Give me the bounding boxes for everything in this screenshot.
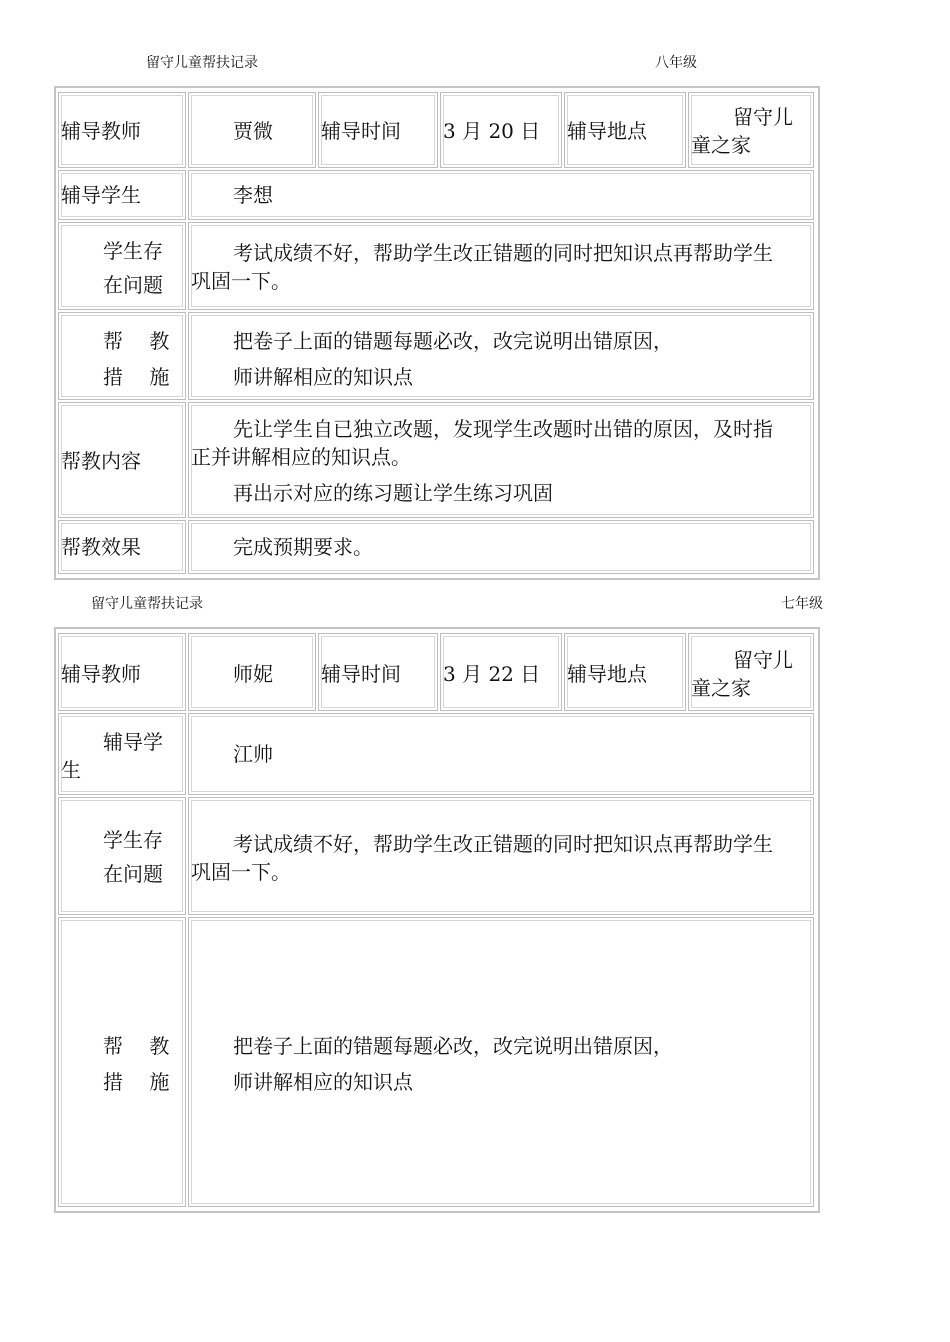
r2-measure-line2: 师讲解相应的知识点	[233, 1070, 413, 1094]
r1-place-line1: 留守儿	[733, 105, 793, 129]
r2-teacher-label-cell	[58, 633, 186, 711]
r2-measure-label-cell	[58, 917, 186, 1207]
r1-problem-label-cell	[58, 222, 186, 310]
r2-date-cell	[440, 633, 562, 711]
r1-teacher: 贾微	[233, 119, 273, 143]
record1-title: 留守儿童帮扶记录	[146, 55, 258, 71]
r1-content-cell	[188, 402, 814, 518]
r2-measure-cell	[188, 917, 814, 1207]
r1-measure-label-1: 帮 教	[103, 329, 170, 353]
r1-content-label-cell	[58, 402, 186, 518]
r2-student-label-2: 生	[61, 758, 81, 782]
record1-table	[54, 86, 820, 580]
r1-student-cell	[188, 170, 814, 220]
r1-effect: 完成预期要求。	[233, 535, 373, 559]
record2-table	[54, 627, 820, 1213]
r2-problem-label-cell	[58, 797, 186, 915]
r1-content-label: 帮教内容	[61, 449, 141, 473]
r1-teacher-label-cell	[58, 92, 186, 168]
r2-student-label-1: 辅导学	[103, 730, 163, 754]
r1-student-label: 辅导学生	[61, 183, 141, 207]
r1-date-cell	[440, 92, 562, 168]
r1-measure-label-cell	[58, 312, 186, 400]
r2-problem-cell	[188, 797, 814, 915]
r1-problem-line2: 巩固一下。	[191, 269, 291, 293]
r2-place-line1: 留守儿	[733, 648, 793, 672]
record1-grade: 八年级	[655, 55, 697, 71]
r1-content-line2: 正并讲解相应的知识点。	[191, 445, 411, 469]
r2-time-label-cell	[318, 633, 438, 711]
r2-problem-line2: 巩固一下。	[191, 860, 291, 884]
r2-teacher: 师妮	[233, 662, 273, 686]
r1-student-label-cell	[58, 170, 186, 220]
record2-title: 留守儿童帮扶记录	[91, 596, 203, 612]
r1-measure-line2: 师讲解相应的知识点	[233, 365, 413, 389]
r1-content-line3: 再出示对应的练习题让学生练习巩固	[233, 481, 553, 505]
r1-effect-label-cell	[58, 520, 186, 574]
r1-teacher-cell	[188, 92, 316, 168]
r2-place-label: 辅导地点	[567, 662, 647, 686]
r2-teacher-cell	[188, 633, 316, 711]
r1-date: 3 月 20 日	[443, 119, 541, 143]
r1-time-label: 辅导时间	[321, 119, 401, 143]
r1-content-line1: 先让学生自已独立改题，发现学生改题时出错的原因，及时指	[233, 417, 773, 441]
r1-measure-line1: 把卷子上面的错题每题必改，改完说明出错原因，	[233, 329, 673, 353]
record2-grade: 七年级	[781, 596, 823, 612]
r1-teacher-label: 辅导教师	[61, 119, 141, 143]
r1-problem-line1: 考试成绩不好，帮助学生改正错题的同时把知识点再帮助学生	[233, 241, 773, 265]
r2-teacher-label: 辅导教师	[61, 662, 141, 686]
r2-place-cell	[688, 633, 814, 711]
r1-place-cell	[688, 92, 814, 168]
r2-place-line2: 童之家	[691, 676, 751, 700]
r1-effect-cell	[188, 520, 814, 574]
r2-measure-label-2: 措 施	[103, 1070, 170, 1094]
r1-problem-label-1: 学生存	[103, 239, 163, 263]
r1-student: 李想	[233, 183, 273, 207]
r1-problem-cell	[188, 222, 814, 310]
r1-place-label-cell	[564, 92, 686, 168]
r2-problem-label-2: 在问题	[103, 862, 163, 886]
r1-place-label: 辅导地点	[567, 119, 647, 143]
r1-effect-label: 帮教效果	[61, 535, 141, 559]
r2-student-label-cell	[58, 713, 186, 795]
r1-measure-cell	[188, 312, 814, 400]
r1-measure-label-2: 措 施	[103, 365, 170, 389]
r2-student: 江帅	[233, 742, 273, 766]
r2-place-label-cell	[564, 633, 686, 711]
r2-problem-label-1: 学生存	[103, 828, 163, 852]
r2-measure-label-1: 帮 教	[103, 1034, 170, 1058]
r1-place-line2: 童之家	[691, 133, 751, 157]
r2-student-cell	[188, 713, 814, 795]
r2-measure-line1: 把卷子上面的错题每题必改，改完说明出错原因，	[233, 1034, 673, 1058]
r1-problem-label-2: 在问题	[103, 273, 163, 297]
r2-time-label: 辅导时间	[321, 662, 401, 686]
r2-problem-line1: 考试成绩不好，帮助学生改正错题的同时把知识点再帮助学生	[233, 832, 773, 856]
r1-time-label-cell	[318, 92, 438, 168]
r2-date: 3 月 22 日	[443, 662, 541, 686]
